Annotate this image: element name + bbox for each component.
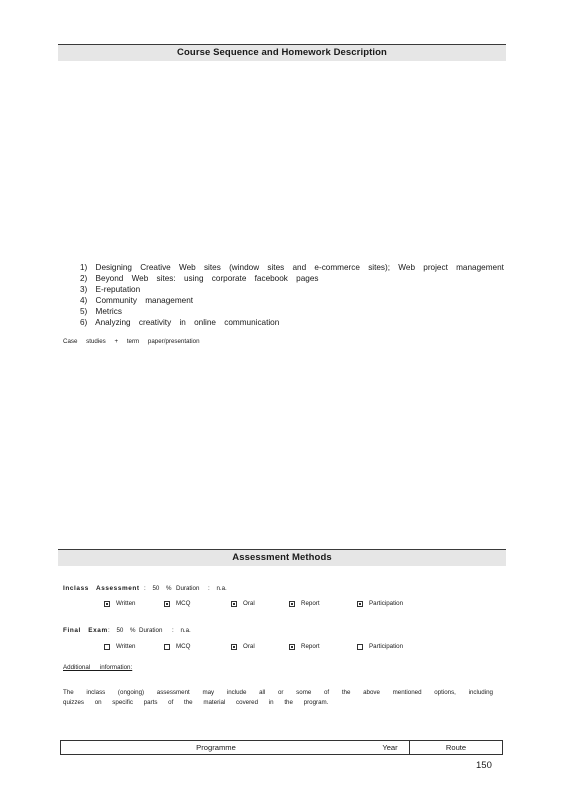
checkbox-icon[interactable]: [231, 601, 237, 607]
list-item: 3) E-reputation: [80, 285, 141, 294]
checkbox-icon[interactable]: [289, 644, 295, 650]
final-exam-label: Final Exam: [63, 627, 108, 634]
final-exam-duration-label: Duration: [139, 627, 163, 634]
inclass-option-oral[interactable]: [231, 600, 255, 607]
inclass-option-written[interactable]: [104, 600, 135, 607]
list-item: 6) Analyzing creativity in online communication: [80, 318, 280, 327]
list-item: 5) Metrics: [80, 307, 122, 316]
option-label: Oral: [243, 600, 255, 607]
section-header-course-sequence: Course Sequence and Homework Description: [58, 44, 506, 61]
final-option-participation[interactable]: [357, 643, 403, 650]
option-label: Oral: [243, 643, 255, 650]
additional-info-text: The inclass (ongoing) assessment may include all or some of the above mentioned options, including quizzes on specific parts of the material covered in the program.: [63, 689, 493, 706]
option-label: Participation: [369, 643, 404, 650]
option-label: Written: [116, 600, 136, 607]
final-exam-percent: : 50 %: [108, 627, 136, 634]
final-option-written[interactable]: [104, 643, 135, 650]
option-label: Report: [301, 643, 320, 650]
checkbox-icon[interactable]: [164, 601, 170, 607]
checkbox-icon[interactable]: [104, 644, 110, 650]
inclass-percent: : 50 %: [144, 585, 172, 592]
section-header-assessment: Assessment Methods: [58, 549, 506, 566]
option-label: Written: [116, 643, 136, 650]
list-item: 2) Beyond Web sites: using corporate facebook pages: [80, 274, 319, 283]
inclass-option-report[interactable]: [289, 600, 320, 607]
inclass-duration-value: : n.a.: [208, 585, 227, 592]
checkbox-icon[interactable]: [357, 644, 363, 650]
inclass-duration-label: Duration: [176, 585, 200, 592]
table-header-route: Route: [445, 743, 467, 752]
final-option-mcq[interactable]: [164, 643, 190, 650]
final-exam-duration-value: : n.a.: [172, 627, 191, 634]
homework-description: Case studies + term paper/presentation: [63, 338, 200, 345]
additional-info-label: Additional information:: [63, 664, 133, 671]
checkbox-icon[interactable]: [231, 644, 237, 650]
course-topics-list: [80, 262, 504, 328]
checkbox-icon[interactable]: [164, 644, 170, 650]
option-label: Report: [301, 600, 320, 607]
table-header-year: Year: [371, 741, 410, 754]
inclass-option-mcq[interactable]: [164, 600, 190, 607]
checkbox-icon[interactable]: [357, 601, 363, 607]
page-number: 150: [476, 760, 492, 771]
option-label: MCQ: [176, 600, 191, 607]
option-label: Participation: [369, 600, 404, 607]
checkbox-icon[interactable]: [104, 601, 110, 607]
checkbox-icon[interactable]: [289, 601, 295, 607]
list-item: 4) Community management: [80, 296, 194, 305]
table-header-programme: Programme: [196, 743, 236, 752]
programme-table-header: [60, 740, 503, 755]
final-option-oral[interactable]: [231, 643, 255, 650]
list-item: 1) Designing Creative Web sites (window sites and e-commerce sites); Web project management: [80, 263, 504, 272]
inclass-option-participation[interactable]: [357, 600, 403, 607]
option-label: MCQ: [176, 643, 191, 650]
final-option-report[interactable]: [289, 643, 320, 650]
inclass-label: Inclass Assessment: [63, 585, 140, 592]
